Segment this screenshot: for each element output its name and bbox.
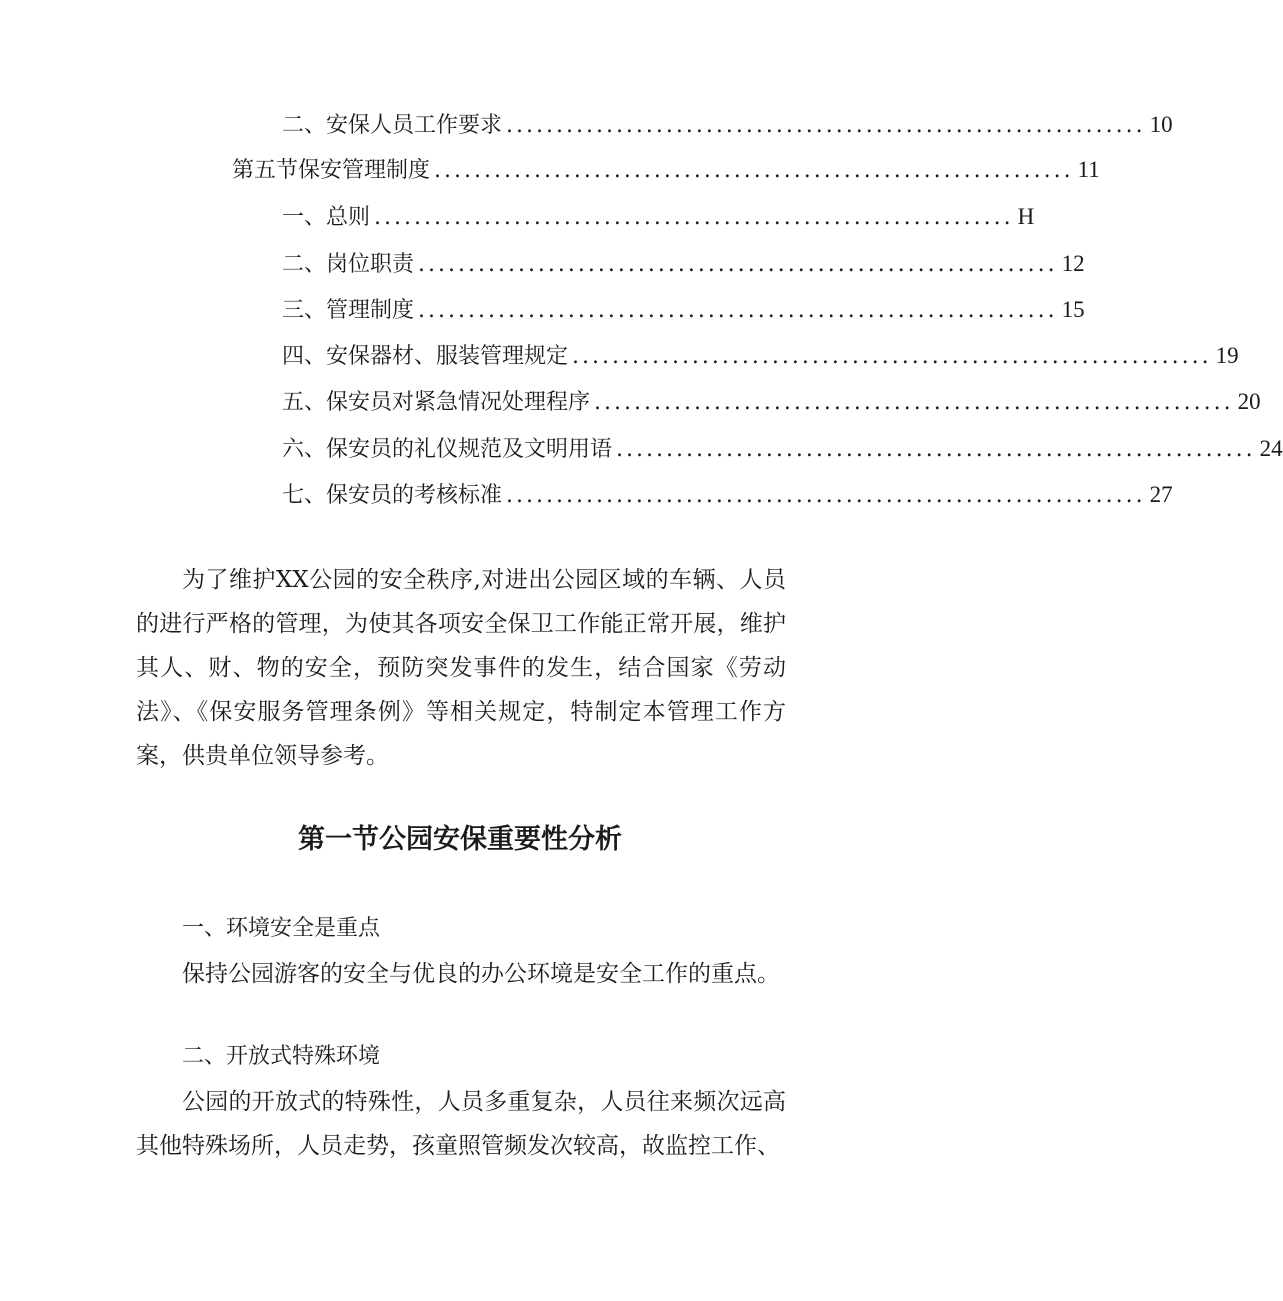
toc-leader-dots: ................................................................ xyxy=(616,437,1256,462)
toc-line[interactable] xyxy=(282,341,1239,371)
sub-heading-2: 二、开放式特殊环境 xyxy=(182,1044,381,1069)
toc-leader-dots: ................................................................ xyxy=(506,483,1146,508)
toc-line[interactable] xyxy=(282,110,1173,140)
toc-leader-dots: ................................................................ xyxy=(418,252,1058,277)
toc-title: 三、管理制度 xyxy=(282,298,415,323)
toc-title: 二、安保人员工作要求 xyxy=(282,113,503,138)
toc-title: 七、保安员的考核标准 xyxy=(282,483,503,508)
toc-page-number: 20 xyxy=(1237,389,1261,414)
toc-leader-dots: ................................................................ xyxy=(506,113,1146,138)
toc-leader-dots: ................................................................ xyxy=(572,344,1212,369)
intro-paragraph: 为了维护XX公园的安全秩序,对进出公园区域的车辆、人员的进行严格的管理，为使其各项安全保卫工作能正常开展，维护其人、财、物的安全，预防突发事件的发生，结合国家《劳动法》、《保安服务管理条例》等相关规定，特制定本管理工作方案，供贵单位领导参考。 xyxy=(136,567,786,769)
sub1-paragraph: 保持公园游客的安全与优良的办公环境是安全工作的重点。 xyxy=(182,961,780,987)
toc-page-number: 11 xyxy=(1077,157,1100,182)
toc-line[interactable] xyxy=(282,480,1173,510)
toc-leader-dots: ................................................................ xyxy=(418,298,1058,323)
toc-page-number: 24 xyxy=(1259,436,1283,461)
toc-page-number: 27 xyxy=(1149,482,1173,507)
toc-leader-dots: ................................................................ xyxy=(594,390,1234,415)
toc-line[interactable] xyxy=(232,155,1100,185)
toc-page-number: 10 xyxy=(1149,112,1173,137)
toc-page-number: H xyxy=(1017,204,1035,229)
toc-title: 第五节保安管理制度 xyxy=(232,158,431,183)
toc-page-number: 12 xyxy=(1061,251,1085,276)
toc-line[interactable] xyxy=(282,202,1035,232)
sub-heading-1: 一、环境安全是重点 xyxy=(182,916,381,941)
toc-line[interactable] xyxy=(282,249,1085,279)
toc-line[interactable] xyxy=(282,295,1085,325)
toc-page-number: 19 xyxy=(1215,343,1239,368)
toc-leader-dots: ................................................................ xyxy=(374,205,1014,230)
toc-title: 六、保安员的礼仪规范及文明用语 xyxy=(282,437,613,462)
sub2-paragraph: 公园的开放式的特殊性，人员多重复杂，人员往来频次远高其他特殊场所，人员走势，孩童照管频发次较高，故监控工作、 xyxy=(136,1089,786,1159)
toc-title: 二、岗位职责 xyxy=(282,252,415,277)
toc-line[interactable] xyxy=(282,387,1261,417)
toc-title: 一、总则 xyxy=(282,205,371,230)
toc-line[interactable] xyxy=(282,434,1283,464)
toc-leader-dots: ................................................................ xyxy=(434,158,1074,183)
toc-title: 五、保安员对紧急情况处理程序 xyxy=(282,390,591,415)
section-heading: 第一节公园安保重要性分析 xyxy=(298,824,622,855)
toc-page-number: 15 xyxy=(1061,297,1085,322)
toc-title: 四、安保器材、服装管理规定 xyxy=(282,344,569,369)
